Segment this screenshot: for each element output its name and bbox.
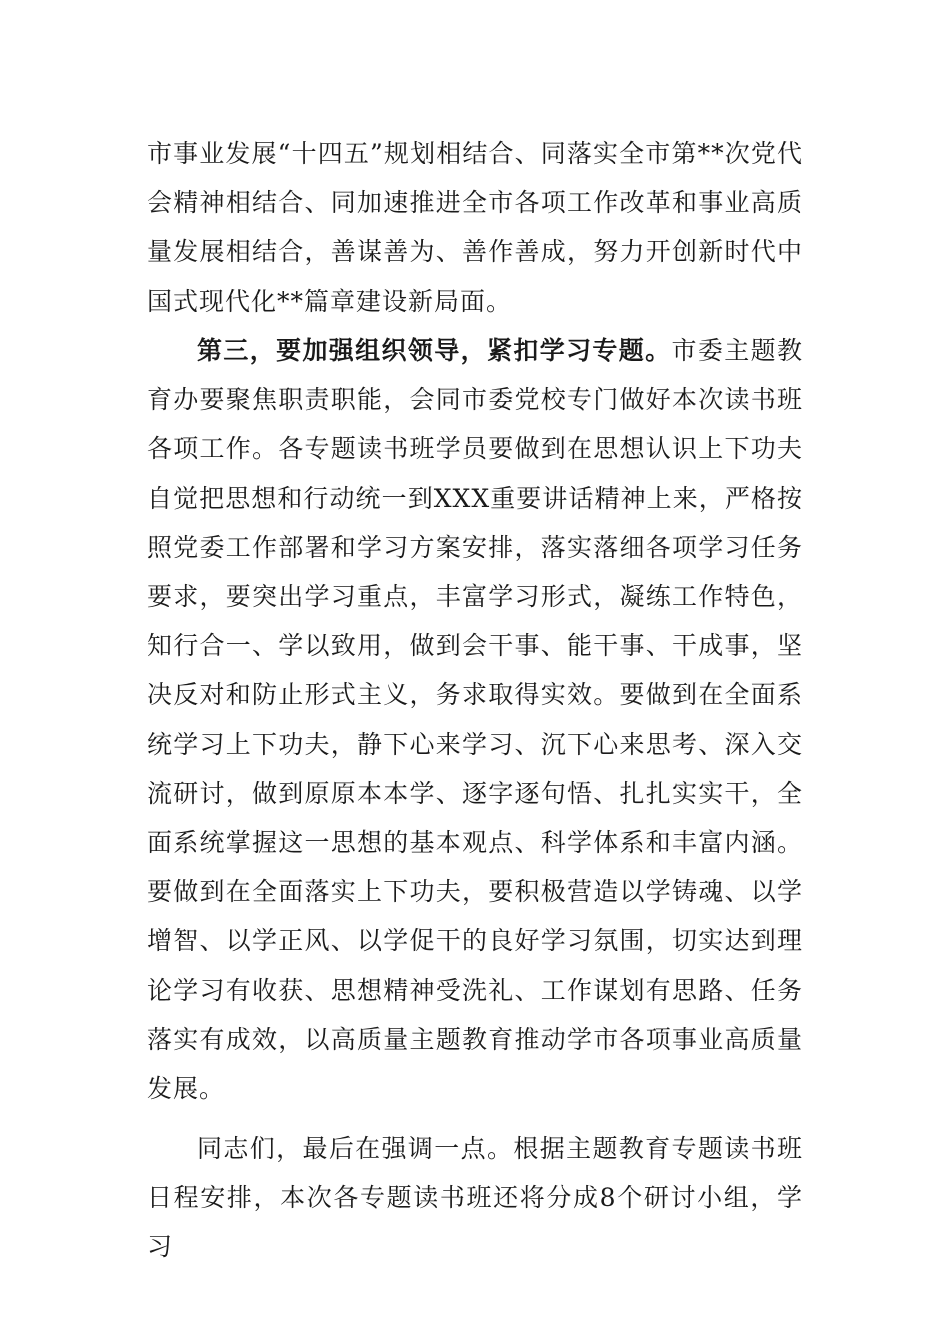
paragraph-text: 同志们，最后在强调一点。根据主题教育专题读书班日程安排，本次各专题读书班还将分成8个研讨小组，学习 <box>147 1134 803 1262</box>
paragraph-heading: 第三，要加强组织领导，紧扣学习专题。 <box>197 336 672 365</box>
paragraph-closing <box>147 1124 803 1272</box>
paragraph-text: 市委主题教育办要聚焦职责职能，会同市委党校专门做好本次读书班各项工作。各专题读书班学员要做到在思想认识上下功夫自觉把思想和行动统一到XXX重要讲话精神上来，严格按照党委工作部署和学习方案安排，落实落细各项学习任务要求，要突出学习重点，丰富学习形式，凝练工作特色，知行合一、学以致用，做到会干事、能干事、干成事，坚决反对和防止形式主义，务求取得实效。要做到在全面系统学习上下功夫，静下心来学习、沉下心来思考、深入交流研讨，做到原原本本学、逐字逐句悟、扎扎实实干，全面系统掌握这一思想的基本观点、科学体系和丰富内涵。要做到在全面落实上下功夫，要积极营造以学铸魂、以学增智、以学正风、以学促干的良好学习氛围，切实达到理论学习有收获、思想精神受洗礼、工作谋划有思路、任务落实有成效，以高质量主题教育推动学市各项事业高质量发展。 <box>147 336 803 1104</box>
paragraph-text: 市事业发展“十四五”规划相结合、同落实全市第**次党代会精神相结合、同加速推进全市各项工作改革和事业高质量发展相结合，善谋善为、善作善成，努力开创新时代中国式现代化**篇章建设新局面。 <box>147 139 803 316</box>
paragraph-continuation <box>147 129 803 326</box>
paragraph-third-point <box>147 326 803 1113</box>
paragraph-body <box>147 326 803 1113</box>
